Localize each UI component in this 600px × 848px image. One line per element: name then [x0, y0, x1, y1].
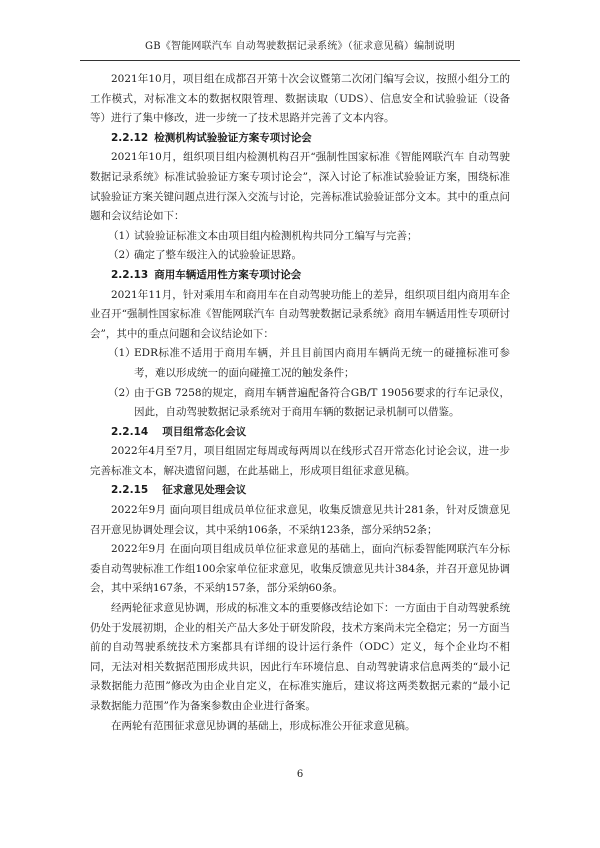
- section-heading-2-2-13: [90, 266, 510, 286]
- section-number: 2.2.14: [111, 425, 149, 438]
- section-title: 检测机构试验验证方案专项讨论会: [154, 131, 312, 144]
- list-item: [90, 246, 510, 266]
- paragraph: 2021年10月，项目组在成都召开第十次会议暨第二次闭门编写会议，按照小组分工的工作模式，对标准文本的数据权限管理、数据读取（UDS）、信息安全和试验验证（设备等）进行了集中修改，进一步统一了技术思路并完善了文本内容。: [90, 73, 510, 125]
- section-title: 项目组常态化会议: [162, 425, 247, 438]
- paragraph: 经两轮征求意见协调，形成的标准文本的重要修改结论如下：一方面由于自动驾驶系统仍处于发展初期，企业的相关产品大多处于研发阶段，技术方案尚未完全稳定；另一方面当前的自动驾驶系统技术方案都具有详细的设计运行条件（ODC）定义，每个企业均不相同，无法对相关数据范围形成共识，因此行车环境信息、自动驾驶请求信息两类的“最小记录数据能力范围”修改为由企业自定义，在标准实施后，建议将这两类数据元素的“最小记录数据能力范围”作为备案参数由企业进行备案。: [90, 602, 510, 712]
- list-item: [90, 384, 510, 423]
- section-heading-2-2-14: [90, 423, 510, 443]
- header-rule: [80, 60, 520, 61]
- list-item-text: EDR标准不适用于商用车辆，并且目前国内商用车辆尚无统一的碰撞标准可参考，难以形成统一的面向碰撞工况的触发条件；: [134, 347, 510, 379]
- section-number: 2.2.12: [111, 131, 149, 144]
- list-item: [90, 227, 510, 247]
- paragraph: 2021年11月，针对乘用车和商用车在自动驾驶功能上的差异，组织项目组内商用车企业召开“强制性国家标准《智能网联汽车 自动驾驶数据记录系统》商用车辆适用性专项研讨会”，其中的重点问题和会议结论如下：: [90, 288, 510, 340]
- list-marker: （1）: [108, 229, 136, 242]
- section-number: 2.2.15: [111, 484, 149, 497]
- section-title: 征求意见处理会议: [162, 484, 247, 497]
- section-heading-2-2-12: [90, 129, 510, 149]
- paragraph: 2021年10月，组织项目组内检测机构召开“强制性国家标准《智能网联汽车 自动驾驶数据记录系统》标准试验验证方案专项讨论会”，深入讨论了标准试验验证方案，围绕标准试验验证方案关键问题点进行深入交流与讨论，完善标准试验验证部分文本。其中的重点问题和会议结论如下：: [90, 151, 510, 223]
- paragraph: 2022年4月至7月，项目组固定每周或每两周以在线形式召开常态化讨论会议，进一步完善标准文本，解决遗留问题，在此基础上，形成项目组征求意见稿。: [90, 445, 510, 477]
- list-marker: （2）: [108, 249, 136, 262]
- running-header: GB《智能网联汽车 自动驾驶数据记录系统》（征求意见稿）编制说明: [145, 41, 455, 52]
- document-body: [90, 70, 510, 736]
- list-item: [90, 344, 510, 383]
- list-item-text: 确定了整车级注入的试验验证思路。: [134, 249, 302, 262]
- page-number: 6: [296, 769, 304, 780]
- list-item-text: 由于GB 7258的规定，商用车辆普遍配备符合GB/T 19056要求的行车记录仪，因此，自动驾驶数据记录系统对于商用车辆的数据记录机制可以借鉴。: [134, 386, 510, 419]
- list-marker: （2）: [108, 386, 136, 399]
- paragraph: 2022年9月 在面向项目组成员单位征求意见的基础上，面向汽标委智能网联汽车分标委自动驾驶标准工作组100余家单位征求意见，收集反馈意见共计384条，并召开意见协调会，其中采纳167条，不采纳157条，部分采纳60条。: [90, 543, 510, 595]
- section-heading-2-2-15: [90, 481, 510, 501]
- section-title: 商用车辆适用性方案专项讨论会: [154, 268, 302, 281]
- list-item-text: 试验验证标准文本由项目组内检测机构共同分工编写与完善；: [134, 229, 418, 242]
- paragraph: 2022年9月 面向项目组成员单位征求意见，收集反馈意见共计281条，针对反馈意见召开意见协调处理会议，其中采纳106条，不采纳123条，部分采纳52条；: [90, 504, 510, 536]
- list-marker: （1）: [108, 347, 136, 360]
- paragraph: 在两轮有范围征求意见协调的基础上，形成标准公开征求意见稿。: [111, 719, 416, 732]
- section-number: 2.2.13: [111, 268, 149, 281]
